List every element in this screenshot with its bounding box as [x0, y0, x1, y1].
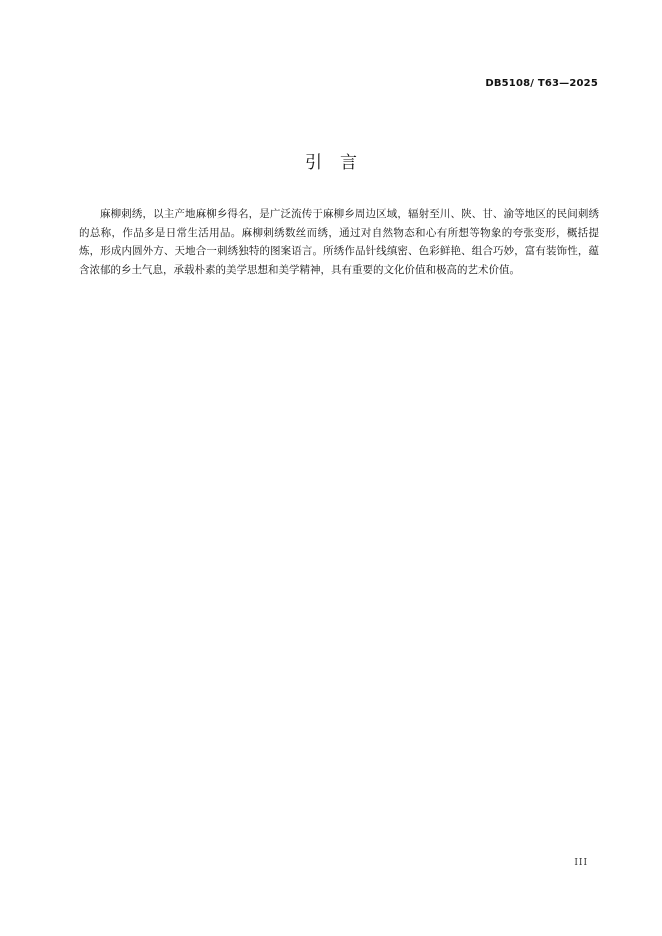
body-paragraph: 麻柳刺绣，以主产地麻柳乡得名，是广泛流传于麻柳乡周边区域，辐射至川、陕、甘、渝等地区的民间刺绣的总称，作品多是日常生活用品。麻柳刺绣数丝而绣，通过对自然物态和心有所想等物象的夸张变形，概括提炼，形成内圆外方、天地合一刺绣独特的图案语言。所绣作品针线缜密、色彩鲜艳、组合巧妙，富有装饰性，蕴含浓郁的乡土气息，承载朴素的美学思想和美学精神，具有重要的文化价值和极高的艺术价值。 [79, 208, 599, 277]
page-title: 引言 [305, 153, 375, 173]
document-code: DB5108/ T63—2025 [485, 78, 598, 89]
page-number: III [574, 858, 588, 868]
